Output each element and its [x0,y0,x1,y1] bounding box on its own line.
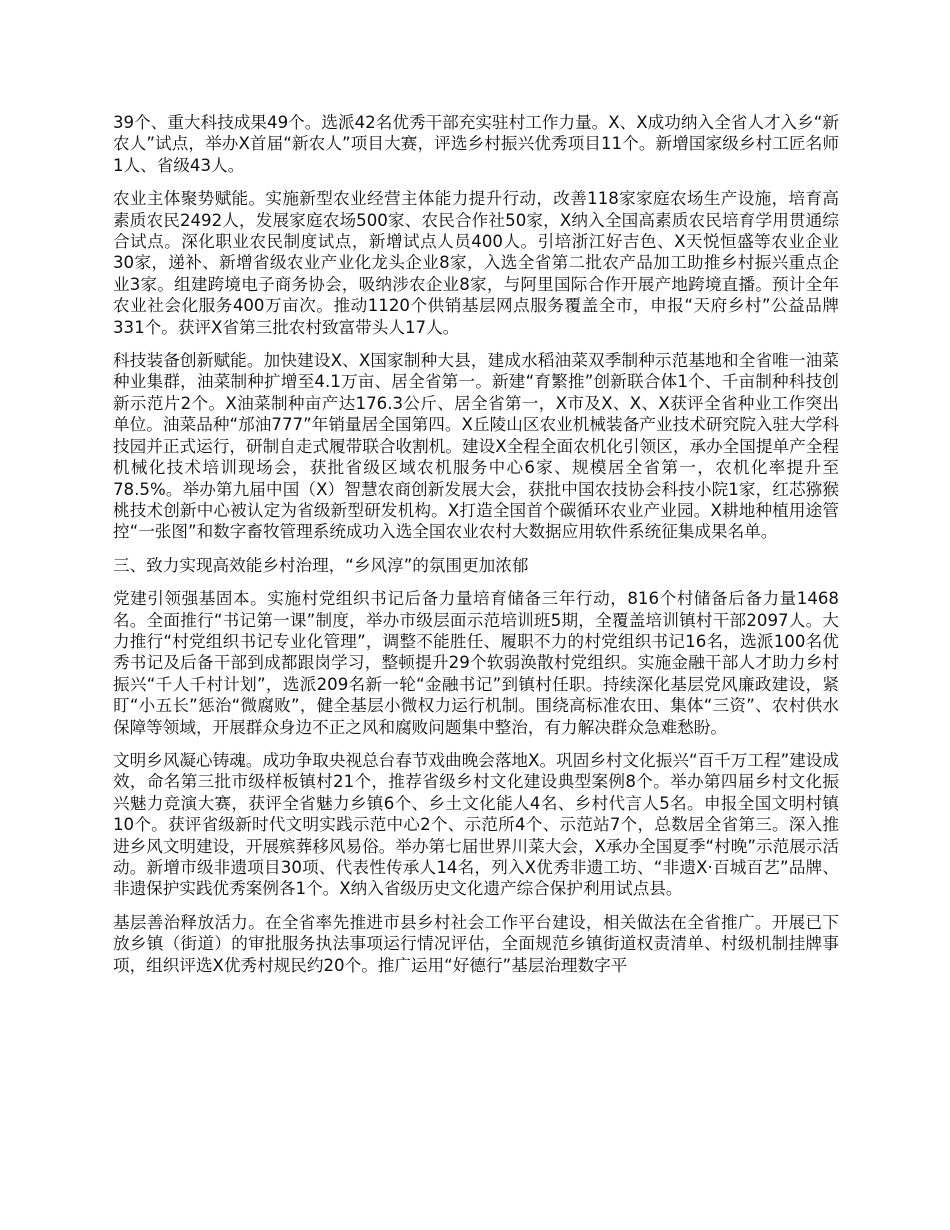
document-body [113,112,839,988]
paragraph-agri-entities: 农业主体聚势赋能。实施新型农业经营主体能力提升行动，改善118家家庭农场生产设施，培育高素质农民2492人，发展家庭农场500家、农民合作社50家，X纳入全国高素质农民培育学用贯通综合试点。深化职业农民制度试点，新增试点人员400人。引培浙江好吉色、X天悦恒盛等农业企业30家，递补、新增省级农业产业化龙头企业8家，入选全省第二批农产品加工助推乡村振兴重点企业3家。组建跨境电子商务协会，吸纳涉农企业8家，与阿里国际合作开展产地跨境直播。预计全年农业社会化服务400万亩次。推动1120个供销基层网点服务覆盖全市，申报“天府乡村”公益品牌331个。获评X省第三批农村致富带头人17人。 [113,189,839,337]
paragraph-tech-equipment: 科技装备创新赋能。加快建设X、X国家制种大县，建成水稻油菜双季制种示范基地和全省唯一油菜种业集群，油菜制种扩增至4.1万亩、居全省第一。新建“育繁推”创新联合体1个、千亩制种科技创新示范片2个。X油菜制种亩产达176.3公斤、居全省第一，X市及X、X、X获评全省种业工作突出单位。油菜品种“邡油777”年销量居全国第四。X丘陵山区农业机械装备产业技术研究院入驻大学科技园并正式运行，研制自走式履带联合收割机。建设X全程全面农机化引领区，承办全国提单产全程机械化技术培训现场会，获批省级区域农机服务中心6家、规模居全省第一，农机化率提升至78.5%。举办第九届中国（X）智慧农商创新发展大会，获批中国农技协会科技小院1家，红芯猕猴桃技术创新中心被认定为省级新型研发机构。X打造全国首个碳循环农业产业园。X耕地种植用途管控“一张图”和数字畜牧管理系统成功入选全国农业农村大数据应用软件系统征集成果名单。 [113,351,839,542]
section-heading-governance: 三、致力实现高效能乡村治理，“乡风淳”的氛围更加浓郁 [113,555,529,575]
paragraph-grassroots-governance: 基层善治释放活力。在全省率先推进市县乡村社会工作平台建设，相关做法在全省推广。开展已下放乡镇（街道）的审批服务执法事项运行情况评估，全面规范乡镇街道权责清单、村级机制挂牌事项，组织评选X优秀村规民约20个。推广运用“好德行”基层治理数字平 [113,912,839,975]
paragraph-party-building: 党建引领强基固本。实施村党组织书记后备力量培育储备三年行动，816个村储备后备力量1468名。全面推行“书记第一课”制度，举办市级层面示范培训班5期，全覆盖培训镇村干部2097人。大力推行“村党组织书记专业化管理”，调整不能胜任、履职不力的村党组织书记16名，选派100名优秀书记及后备干部到成都跟岗学习，整顿提升29个软弱涣散村党组织。实施金融干部人才助力乡村振兴“千人千村计划”，选派209名新一轮“金融书记”到镇村任职。持续深化基层党风廉政建设，紧盯“小五长”惩治“微腐败”，健全基层小微权力运行机制。围绕高标准农田、集体“三资”、农村供水保障等领域，开展群众身边不正之风和腐败问题集中整治，有力解决群众急难愁盼。 [113,589,839,737]
paragraph-talent: 39个、重大科技成果49个。选派42名优秀干部充实驻村工作力量。X、X成功纳入全省人才入乡“新农人”试点，举办X首届“新农人”项目大赛，评选乡村振兴优秀项目11个。新增国家级乡村工匠名师1人、省级43人。 [113,113,839,175]
paragraph-civilization: 文明乡风凝心铸魂。成功争取央视总台春节戏曲晚会落地X。巩固乡村文化振兴“百千万工程”建设成效，命名第三批市级样板镇村21个，推荐省级乡村文化建设典型案例8个。举办第四届乡村文化振兴魅力竞演大赛，获评全省魅力乡镇6个、乡土文化能人4名、乡村代言人5名。申报全国文明村镇10个。获评省级新时代文明实践示范中心2个、示范所4个、示范站7个，总数居全省第三。深入推进乡风文明建设，开展殡葬移风易俗。举办第七届世界川菜大会，X承办全国夏季“村晚”示范展示活动。新增市级非遗项目30项、代表性传承人14名，列入X优秀非遗工坊、“非遗X·百城百艺”品牌、非遗保护实践优秀案例各1个。X纳入省级历史文化遗产综合保护利用试点县。 [113,750,839,899]
